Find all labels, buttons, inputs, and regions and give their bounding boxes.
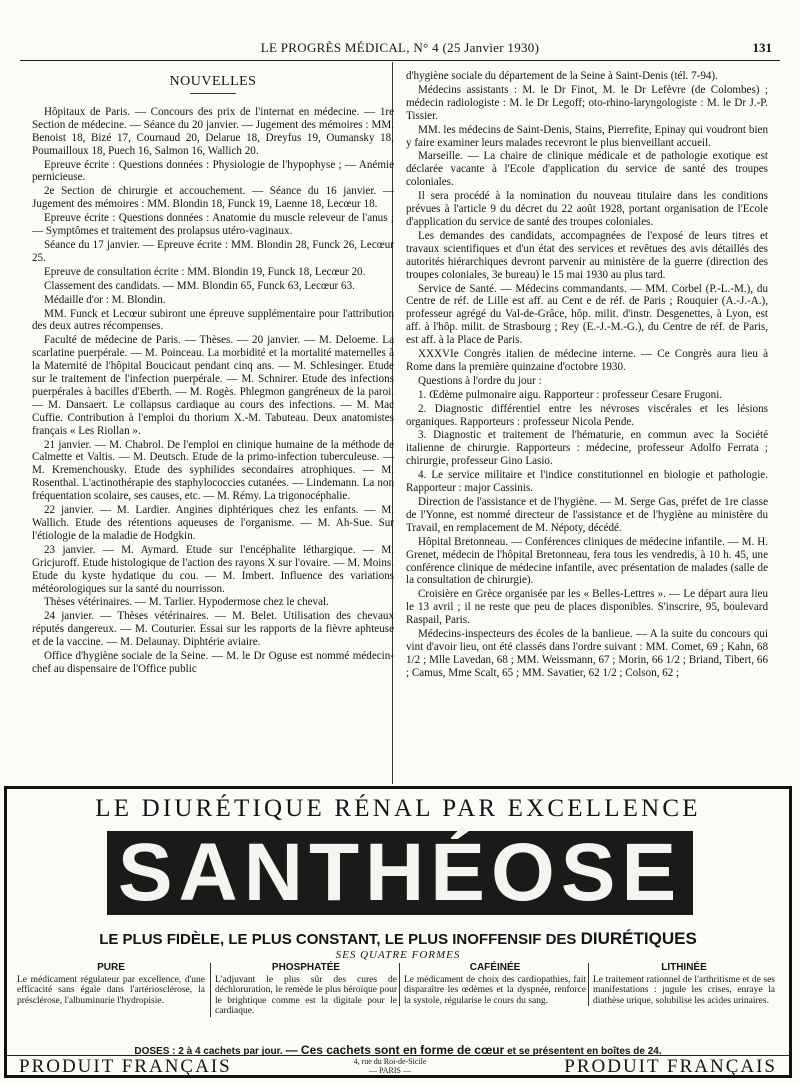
form-description: Le traitement rationnel de l'arthritisme et de ses manifestations : jugule les crises, enraye la diathèse urique, solubilise les acides urinaires.: [593, 974, 775, 1006]
form-lithinee: [588, 963, 775, 1006]
right-column: [406, 70, 768, 782]
news-paragraph: 2e Section de chirurgie et accouchement. — Séance du 16 janvier. — Jugement des mémoires : MM. Blondin 18, Funck 19, Laenne 18, Lecœur 18.: [32, 185, 394, 211]
form-description: Le médicament régulateur par excellence, d'une efficacité sans égale dans l'artériosclérose, la présclérose, l'albuminurie l'hydropisie.: [17, 974, 205, 1006]
news-paragraph: 3. Diagnostic et traitement de l'hématurie, en commun avec la Société italienne de chirurgie. Rapporteurs : médecine, professeur Adolfo Ferrata ; chirurgie, professeur Gino Lasio.: [406, 429, 768, 468]
form-description: L'adjuvant le plus sûr des cures de déchloruration, le remède le plus héroïque pour le brightique comme est la digitale pour le cardiaque.: [215, 974, 397, 1016]
left-column-text: [32, 106, 394, 676]
news-paragraph: 2. Diagnostic différentiel entre les névroses viscérales et les lésions organiques. Rapporteurs : professeur Nicola Pende.: [406, 402, 768, 428]
running-title: LE PROGRÈS MÉDICAL, N° 4 (25 Janvier 1930): [260, 40, 540, 55]
produit-francais-left: PRODUIT FRANÇAIS: [19, 1056, 232, 1077]
form-pure: [17, 963, 205, 1006]
form-description: Le médicament de choix des cardiopathies, fait disparaître les œdèmes et la dyspnée, renforce la systole, régularise le cours du sang.: [404, 974, 586, 1006]
brand-banner: SANTHÉOSE: [107, 831, 693, 915]
news-paragraph: Croisière en Grèce organisée par les « Belles-Lettres ». — Le départ aura lieu le 13 avril ; il ne reste que peu de places disponibles. S'inscrire, 95, boulevard Raspail, Paris.: [406, 588, 768, 627]
doses-label: DOSES : 2 à 4 cachets par jour.: [134, 1046, 283, 1057]
news-paragraph: Epreuve écrite : Questions données : Physiologie de l'hypophyse ; — Anémie pernicieuse.: [32, 158, 394, 184]
news-paragraph: Thèses vétérinaires. — M. Tarlier. Hypodermose chez le cheval.: [44, 596, 329, 609]
news-paragraph: MM. les médecins de Saint-Denis, Stains, Pierrefite, Epinay qui voudront bien y faire examiner leurs malades recevront le plus bienveillant accueil.: [406, 123, 768, 149]
rubric-rule: [190, 93, 236, 94]
ad-footer: [7, 1055, 789, 1078]
news-paragraph: XXXVIe Congrès italien de médecine interne. — Ce Congrès aura lieu à Rome dans la première quinzaine d'octobre 1930.: [406, 348, 768, 373]
news-paragraph: Médecins-inspecteurs des écoles de la banlieue. — A la suite du concours qui vint d'avoir lieu, ont été classés dans l'ordre suivant : MM. Comet, 69 ; Kahn, 68 1/2 ; Mlle Lavedan, 68 ; MM. Weissmann, 67 ; Morin, 66 1/2 ; Briand, Tibert, 66 ; Camus, Mme Scalt, 65 ; MM. Savatier, 62 1/2 ; Colson, 62 ;: [406, 628, 768, 679]
news-paragraph: 1. Œdème pulmonaire aigu. Rapporteur : professeur Cesare Frugoni.: [418, 388, 723, 401]
news-paragraph: Office d'hygiène sociale de la Seine. — M. le Dr Oguse est nommé médecin-chef au dispensaire de l'Office public: [32, 650, 394, 675]
news-paragraph: Hôpitaux de Paris. — Concours des prix de l'internat en médecine. — 1re Section de médecine. — Séance du 20 janvier. — Jugement des mémoires : MM. Benoist 18, Bizé 17, Cournaud 20, Delarue 18, Dreyfus 19, Oumansky 18, Poumailloux 18, Puech 16, Salmon 16, Wallich 20.: [32, 105, 394, 157]
ad-tagline: [7, 929, 789, 949]
page-number: 131: [752, 40, 772, 55]
news-paragraph: Direction de l'assistance et de l'hygiène. — M. Serge Gas, préfet de 1re classe de l'Yonne, est nommé directeur de l'assistance et de l'hygiène au ministère du Travail, en remplacement de M. Népoty, décédé.: [406, 496, 768, 534]
address-line: 4, rue du Roi-de-Sicile: [353, 1057, 427, 1066]
forms-grid: [17, 963, 779, 1043]
news-paragraph: Epreuve écrite : Questions données : Anatomie du muscle releveur de l'anus ; — Symptômes et traitement des prolapsus utéro-vaginaux.: [32, 212, 394, 238]
news-paragraph: 23 janvier. — M. Aymard. Etude sur l'encéphalite léthargique. — M. Gricjuroff. Etude histologique de l'action des rayons X sur l'ovaire. — M. Moins. Etude du kyste hydatique du cou. — M. Imbert. Influence des variations météorologiques sur la santé du nourrisson.: [32, 543, 394, 595]
doses-tail: et se présentent en boîtes de 24.: [507, 1046, 662, 1057]
forms-title: SES QUATRE FORMES: [335, 949, 461, 961]
page-header: [20, 40, 780, 61]
rubric-title: NOUVELLES: [169, 74, 257, 89]
form-cafeinee: [399, 963, 586, 1006]
address: [335, 1057, 445, 1075]
left-column: [32, 70, 394, 782]
address-city: — PARIS —: [369, 1066, 411, 1075]
news-paragraph: Médecins assistants : M. le Dr Finot, M. le Dr Lefèvre (de Colombes) ; médecin radiologiste : M. le Dr Legoff; oto-rhino-laryngologiste : M. le Dr J.-P. Tissier.: [406, 83, 768, 122]
news-paragraph: d'hygiène sociale du département de la Seine à Saint-Denis (tél. 7-94).: [406, 70, 718, 82]
tagline-text: LE PLUS FIDÈLE, LE PLUS CONSTANT, LE PLUS INOFFENSIF DES: [99, 931, 577, 948]
form-name: PURE: [97, 962, 125, 973]
form-name: PHOSPHATÉE: [271, 962, 341, 973]
news-paragraph: Classement des candidats. — MM. Blondin 65, Funck 63, Lecœur 63.: [44, 279, 355, 292]
doses-text: — Ces cachets sont en forme de cœur: [285, 1043, 505, 1057]
news-paragraph: Les demandes des candidats, accompagnées de l'exposé de leurs titres et travaux scientifiques et d'un état des services et revêtues des avis détaillés des autorités hiérarchiques devront parvenir au ministère de la guerre (direction des troupes coloniales, 3e bureau) le 15 mai 1930 au plus tard.: [406, 229, 768, 281]
news-paragraph: Questions à l'ordre du jour :: [418, 374, 542, 387]
news-paragraph: 22 janvier. — M. Lardier. Angines diphtériques chez les enfants. — M. Wallich. Etude des rétentions aqueuses de l'organisme. — M. Ah-Sue. Sur l'étiologie de la maladie de Hodgkin.: [32, 504, 394, 542]
news-paragraph: 21 janvier. — M. Chabrol. De l'emploi en clinique humaine de la méthode de Calmette et Valtis. — M. Deutsch. Etude de la primo-infection tuberculeuse. — M. Kremenchousky. Etude des syphilides secondaires atrophiques. — M. Rosenthal. L'actinothérapie des staphylococcies cutanées. — Lindemann. La non fréquentation scolaire, ses causes, etc. — M. Rémy. La trigonocéphalie.: [32, 438, 394, 503]
tagline-end: DIURÉTIQUES: [580, 929, 697, 948]
news-paragraph: 4. Le service militaire et l'indice constitutionnel en biologie et pathologie. Rapporteur : major Cassinis.: [406, 469, 768, 495]
news-paragraph: Service de Santé. — Médecins commandants. — MM. Corbel (P.-L.-M.), du Centre de réf. de Lille est aff. au Cent e de réf. de Paris ; Rouquier (A.-J.-A.), professeur agrégé du Val-de-Grâce, hôp. milit. d'instr. Desgenettes, à Lyon, est aff. à l'hôp. milit. de Strasbourg ; Rey (E.-J.-M.-G.), du Centre de réf. de Paris, est aff. à la Place de Paris.: [406, 282, 768, 347]
news-paragraph: Faculté de médecine de Paris. — Thèses. — 20 janvier. — M. Deloeme. La scarlatine puerpérale. — M. Poinceau. La morbidité et la mortalité maternelles à la Maternité de l'hôpital Boucicaut pendant cinq ans. — M. Schlesinger. Etude sur le traitement de l'infection puerpérale. — M. Schnirer. Etude des infections puerpérales à bacilles d'Eberth. — M. Rogès. Phlegmon gangréneux de la paroi. — M. Dansaert. Le collapsus cardiaque au cours des infections. — M. Mac Cuffie. Contribution à l'emploi du thorium X.-M. Tabuteau. Deux anatomistes français « Les Riollan ».: [32, 334, 394, 437]
form-phosphatee: [210, 963, 397, 1017]
news-paragraph: MM. Funck et Lecœur subiront une épreuve supplémentaire pour l'attribution des deux autres récompenses.: [32, 307, 394, 333]
news-paragraph: 24 janvier. — Thèses vétérinaires. — M. Belet. Utilisation des chevaux réputés dangereux. — M. Couturier. Essai sur les rapports de la fièvre aphteuse et de la vaccine. — M. Delaunay. Diphtérie aviaire.: [32, 610, 394, 649]
news-paragraph: Séance du 17 janvier. — Epreuve écrite : MM. Blondin 28, Funck 26, Lecœur 25.: [32, 238, 394, 264]
form-name: CAFÉINÉE: [469, 962, 521, 973]
ad-headline: LE DIURÉTIQUE RÉNAL PAR EXCELLENCE: [95, 795, 701, 822]
produit-francais-right: PRODUIT FRANÇAIS: [564, 1056, 777, 1077]
news-paragraph: Hôpital Bretonneau. — Conférences cliniques de médecine infantile. — M. H. Grenet, médecin de l'hôpital Bretonneau, fera tous les vendredis, à 10 h. 45, une conférence clinique de médecine infantile, avec présentation de malades (salle de la consultation de chirurgie).: [406, 535, 768, 587]
santheose-advertisement: [4, 786, 792, 1078]
form-name: LITHINÉE: [661, 962, 707, 973]
news-paragraph: Epreuve de consultation écrite : MM. Blondin 19, Funck 18, Lecœur 20.: [44, 265, 366, 278]
news-paragraph: Médaille d'or : M. Blondin.: [44, 293, 166, 306]
news-paragraph: Marseille. — La chaire de clinique médicale et de pathologie exotique est déclarée vacante à l'Ecole d'application du service de santé des troupes coloniales.: [406, 150, 768, 189]
news-paragraph: Il sera procédé à la nomination du nouveau titulaire dans les conditions prévues à l'article 9 du décret du 22 août 1928, portant organisation de l'Ecole d'application du service de santé des troupes coloniales.: [406, 190, 768, 228]
